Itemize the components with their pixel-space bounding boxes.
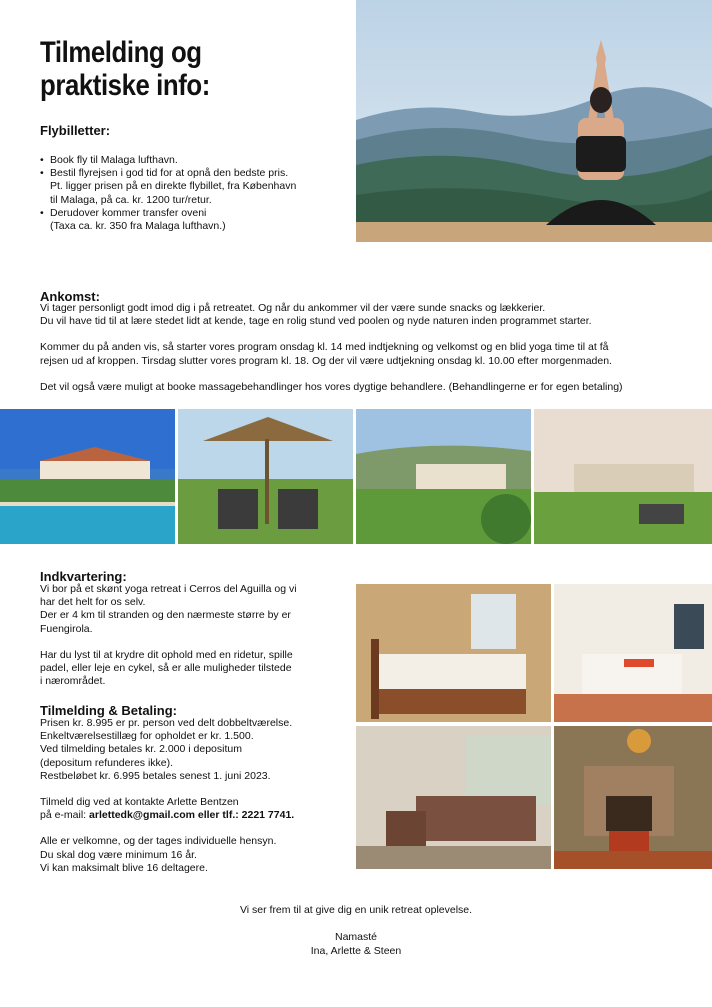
bedroom-photo-2 bbox=[554, 584, 712, 722]
fly-heading: Flybilletter: bbox=[40, 123, 111, 138]
ankomst-heading: Ankomst: bbox=[40, 289, 100, 304]
indkvartering-text: Vi bor på et skønt yoga retreat i Cerros del Aguilla og vi har det helt for os selv. Der er 4 km til stranden og den nærmeste større by er Fuengirola. Har du lyst til at krydre dit ophold med en ridetur, spille padel, eller leje en cykel, så er alle muligheder tilstede i nærområdet. bbox=[40, 583, 297, 688]
list-item: • Derudover kommer transfer oveni (Taxa ca. kr. 350 fra Malaga lufthavn.) bbox=[40, 207, 360, 233]
list-item: • Bestil flyrejsen i god tid for at opnå den bedste pris. Pt. ligger prisen på en direkte flybillet, fra København til Malaga, på ca. kr. 1200 tur/retur. bbox=[40, 167, 360, 207]
footer-signature: Ina, Arlette & Steen bbox=[310, 945, 402, 957]
fly-list bbox=[40, 154, 360, 233]
footer-tagline: Vi ser frem til at give dig en unik retreat oplevelse. bbox=[239, 904, 473, 916]
page-title bbox=[40, 36, 210, 102]
garden-photo bbox=[356, 409, 531, 544]
betaling-heading: Tilmelding & Betaling: bbox=[40, 703, 177, 718]
page-title-line-2: praktiske info: bbox=[40, 69, 210, 102]
footer-namaste: Namasté bbox=[334, 931, 377, 943]
list-item: • Book fly til Malaga lufthavn. bbox=[40, 154, 360, 167]
betaling-text: Prisen kr. 8.995 er pr. person ved delt dobbeltværelse. Enkeltværelsestillæg for opholdet er kr. 1.500. Ved tilmelding betales kr. 2.000 i depositum (depositum refunderes ikke). Restbeløbet kr. 6.995 betales senest 1. juni 2023. Tilmeld dig ved at kontakte Arlette Bentzen på e-mail: arlettedk@gmail.com eller tlf.: 2221 7741. Alle er velkomne, og der tages individuelle hensyn. Du skal dog være minimum 16 år. Vi kan maksimalt blive 16 deltagere. bbox=[40, 717, 340, 875]
yoga-photo bbox=[356, 0, 712, 242]
terrace-photo bbox=[356, 726, 551, 869]
contact-line: på e-mail: arlettedk@gmail.com eller tlf.: 2221 7741. bbox=[40, 809, 295, 822]
living-room-photo bbox=[554, 726, 712, 869]
ankomst-text: Vi tager personligt godt imod dig i på retreatet. Og når du ankommer vil der være sunde snacks og lækkerier. Du vil have tid til at lære stedet lidt at kende, tage en rolig stund ved poolen og nyde naturen inden programmet starter. Kommer du på anden vis, så starter vores program onsdag kl. 14 med indtjekning og velkomst og en blid yoga time til at få rejsen ud af kroppen. Tirsdag slutter vores program kl. 18. Og der vil være udtjekning onsdag kl. 10.00 efter morgenmaden. Det vil også være muligt at booke massagebehandlinger hos vores dygtige behandlere. (Behandlingerne er for egen betaling) bbox=[40, 302, 623, 393]
page-title-line-1: Tilmelding og bbox=[40, 36, 202, 69]
bedroom-photo-1 bbox=[356, 584, 551, 722]
parasol-photo bbox=[178, 409, 353, 544]
pool-photo bbox=[0, 409, 175, 544]
lawn-photo bbox=[534, 409, 712, 544]
contact-info: arlettedk@gmail.com eller tlf.: 2221 7741. bbox=[89, 809, 295, 822]
indkvartering-heading: Indkvartering: bbox=[40, 569, 127, 584]
